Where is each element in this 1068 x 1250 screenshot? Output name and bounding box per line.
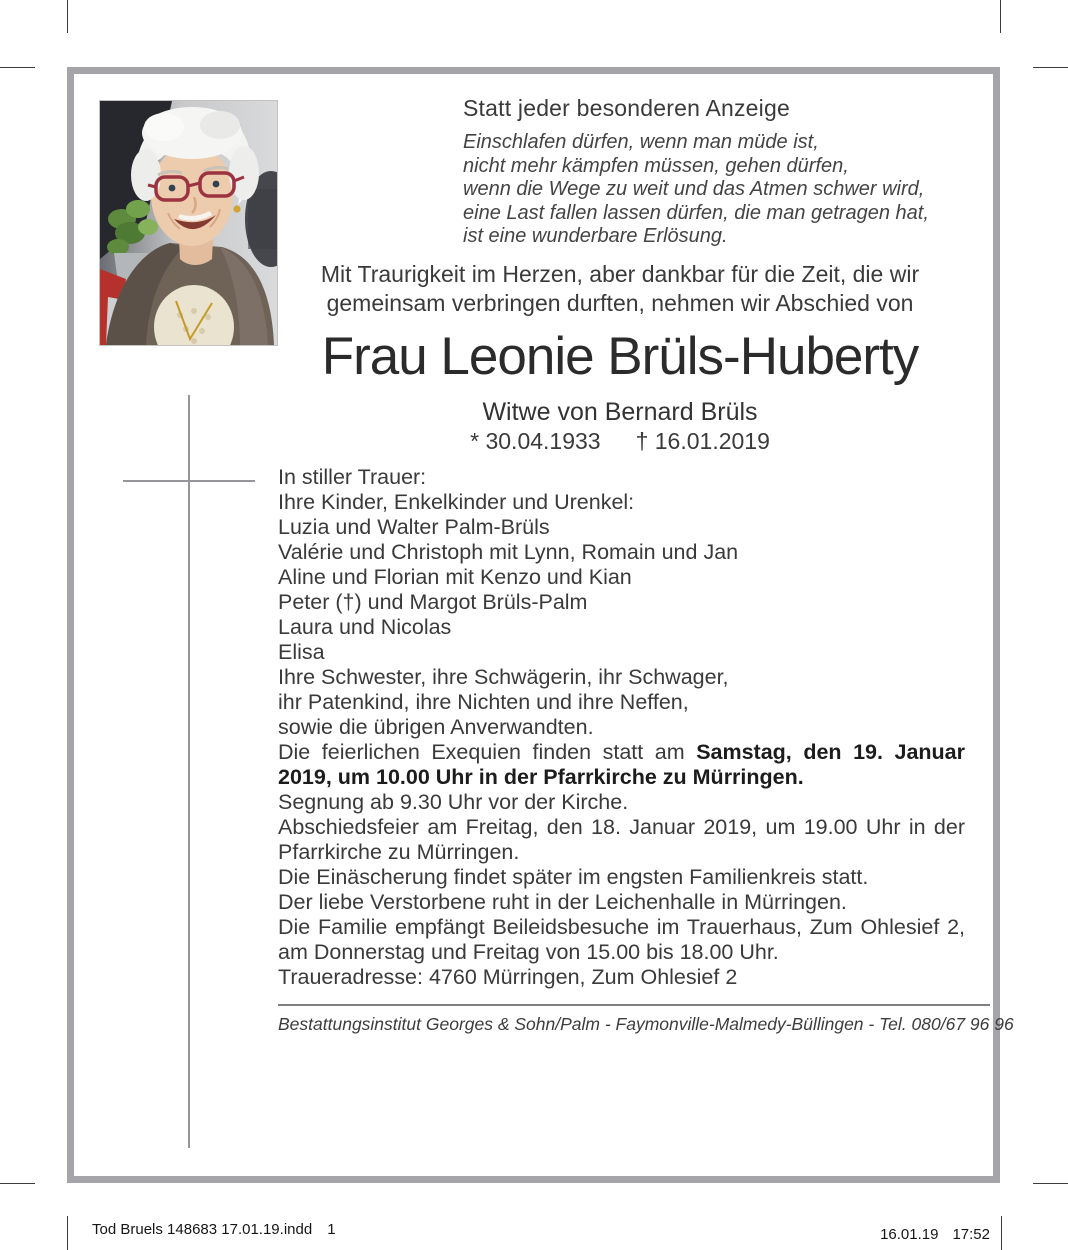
abschiedsfeier-paragraph: Abschiedsfeier am Freitag, den 18. Januar 2019, um 19.00 Uhr in der Pfarrkirche zu Mürringen.	[278, 815, 965, 864]
family-line: ihr Patenkind, ihre Nichten und ihre Neffen,	[278, 690, 689, 714]
traueradresse-line: Traueradresse: 4760 Mürringen, Zum Ohlesief 2	[278, 965, 738, 989]
deceased-name: Frau Leonie Brüls-Huberty	[321, 327, 919, 386]
slug-file-name: Tod Bruels 148683 17.01.19.indd	[92, 1221, 313, 1238]
print-slug-right	[880, 1226, 990, 1243]
print-slug-left	[92, 1221, 336, 1238]
einaescherung-paragraph: Die Einäscherung findet später im engsten Familienkreis statt.	[278, 865, 869, 889]
slug-time: 17:52	[952, 1226, 990, 1243]
exequien-paragraph	[278, 740, 965, 790]
beileidsbesuche-paragraph: Die Familie empfängt Beileidsbesuche im Trauerhaus, Zum Ohlesief 2, am Donnerstag und Freitag von 15.00 bis 18.00 Uhr.	[278, 915, 965, 964]
exequien-bold: Samstag, den 19. Januar 2019, um 10.00 Uhr in der Pfarrkirche zu Mürringen.	[278, 740, 965, 789]
poem-line: Einschlafen dürfen, wenn man müde ist,	[463, 131, 819, 153]
crop-mark-bottom-left-vertical	[67, 1216, 68, 1250]
family-line: Luzia und Walter Palm-Brüls	[278, 515, 550, 539]
slug-page-number: 1	[327, 1221, 336, 1238]
family-line: sowie die übrigen Anverwandten.	[278, 715, 594, 739]
mourning-label: In stiller Trauer:	[278, 465, 427, 489]
family-line: Elisa	[278, 640, 325, 664]
crop-mark-bottom-left-horizontal	[0, 1183, 35, 1184]
crop-mark-top-left-horizontal	[0, 67, 35, 68]
death-date: † 16.01.2019	[635, 428, 770, 454]
family-line: Valérie und Christoph mit Lynn, Romain und Jan	[278, 540, 739, 564]
crop-mark-bottom-right-vertical	[1001, 1216, 1002, 1250]
slug-date: 16.01.19	[880, 1226, 939, 1243]
family-line: Ihre Schwester, ihre Schwägerin, ihr Schwager,	[278, 665, 729, 689]
crop-mark-top-right-vertical	[1000, 0, 1001, 33]
poem-line: ist eine wunderbare Erlösung.	[463, 225, 728, 247]
crop-mark-top-right-horizontal	[1033, 67, 1068, 68]
cross-ornament-horizontal	[123, 480, 255, 482]
header-note: Statt jeder besonderen Anzeige	[463, 95, 790, 121]
poem-line: wenn die Wege zu weit und das Atmen schwer wird,	[463, 178, 925, 200]
cross-ornament-vertical	[188, 395, 190, 1148]
poem-line: eine Last fallen lassen dürfen, die man getragen hat,	[463, 201, 929, 224]
children-header: Ihre Kinder, Enkelkinder und Urenkel:	[278, 490, 635, 514]
segnung-paragraph: Segnung ab 9.30 Uhr vor der Kirche.	[278, 790, 629, 814]
footer-divider	[278, 1004, 990, 1006]
life-dates	[250, 428, 990, 455]
intro-line: Mit Traurigkeit im Herzen, aber dankbar für die Zeit, die wir	[320, 261, 920, 287]
notice-page-frame	[67, 67, 1014, 1183]
relation-line: Witwe von Bernard Brüls	[482, 398, 758, 426]
poem-line: nicht mehr kämpfen müssen, gehen dürfen,	[463, 154, 849, 177]
memorial-poem	[463, 131, 929, 249]
family-line: Peter (†) und Margot Brüls-Palm	[278, 590, 588, 614]
intro-text	[250, 260, 990, 318]
intro-line: gemeinsam verbringen durften, nehmen wir Abschied von	[326, 290, 914, 316]
crop-mark-top-left-vertical	[67, 0, 68, 33]
funeral-home-line: Bestattungsinstitut Georges & Sohn/Palm - Faymonville-Malmedy-Büllingen - Tel. 080/67 96 96	[278, 1014, 1014, 1034]
leichenhalle-paragraph: Der liebe Verstorbene ruht in der Leichenhalle in Mürringen.	[278, 890, 847, 914]
notice-body	[278, 465, 1014, 1037]
crop-mark-bottom-right-horizontal	[1033, 1183, 1068, 1184]
family-line: Aline und Florian mit Kenzo und Kian	[278, 565, 632, 589]
birth-date: * 30.04.1933	[470, 428, 601, 454]
family-line: Laura und Nicolas	[278, 615, 452, 639]
exequien-regular: Die feierlichen Exequien finden statt am	[278, 740, 697, 764]
